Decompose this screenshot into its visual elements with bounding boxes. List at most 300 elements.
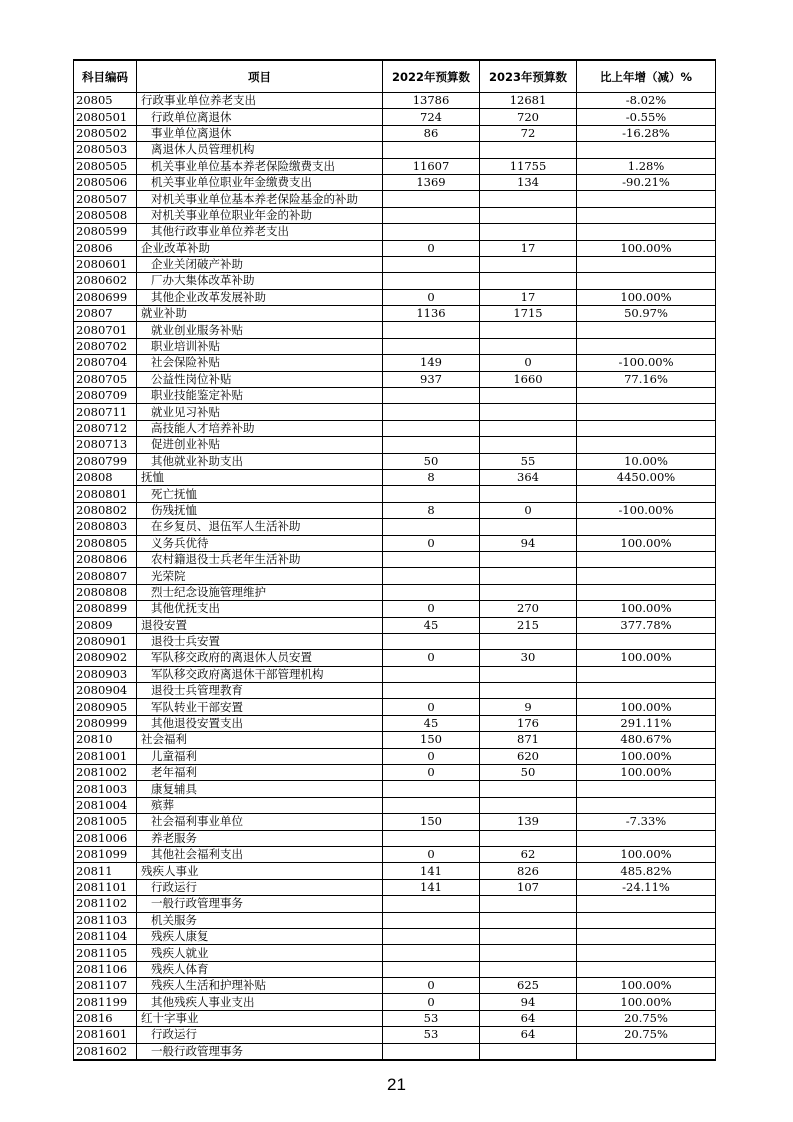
cell-budget-2022 xyxy=(383,945,480,961)
cell-item: 儿童福利 xyxy=(137,748,383,764)
cell-code: 2081005 xyxy=(74,814,137,830)
cell-budget-2022 xyxy=(383,338,480,354)
cell-budget-2022: 8 xyxy=(383,469,480,485)
cell-item: 企业关闭破产补助 xyxy=(137,256,383,272)
cell-change: 377.78% xyxy=(577,617,716,633)
cell-budget-2023 xyxy=(480,322,577,338)
cell-budget-2023: 871 xyxy=(480,732,577,748)
table-row xyxy=(74,158,716,174)
cell-budget-2023: 364 xyxy=(480,469,577,485)
cell-change xyxy=(577,584,716,600)
cell-budget-2023 xyxy=(480,256,577,272)
cell-code: 2080507 xyxy=(74,191,137,207)
cell-code: 20811 xyxy=(74,863,137,879)
cell-item: 退役士兵管理教育 xyxy=(137,683,383,699)
cell-change xyxy=(577,388,716,404)
cell-budget-2023: 625 xyxy=(480,978,577,994)
cell-budget-2023: 17 xyxy=(480,240,577,256)
table-row xyxy=(74,830,716,846)
cell-code: 2080701 xyxy=(74,322,137,338)
cell-item: 行政事业单位养老支出 xyxy=(137,93,383,109)
header-budget-2023: 2023年预算数 xyxy=(480,60,577,93)
cell-budget-2023: 11755 xyxy=(480,158,577,174)
table-row xyxy=(74,1027,716,1043)
cell-code: 2080601 xyxy=(74,256,137,272)
cell-change xyxy=(577,666,716,682)
cell-budget-2023 xyxy=(480,437,577,453)
cell-budget-2022: 0 xyxy=(383,535,480,551)
cell-budget-2022: 150 xyxy=(383,732,480,748)
cell-budget-2023: 12681 xyxy=(480,93,577,109)
cell-budget-2022 xyxy=(383,519,480,535)
table-row xyxy=(74,797,716,813)
cell-budget-2023 xyxy=(480,388,577,404)
cell-change: 100.00% xyxy=(577,699,716,715)
cell-change xyxy=(577,256,716,272)
cell-budget-2023: 720 xyxy=(480,109,577,125)
cell-budget-2022 xyxy=(383,781,480,797)
cell-budget-2022: 1369 xyxy=(383,174,480,190)
cell-budget-2023: 50 xyxy=(480,765,577,781)
cell-budget-2022: 45 xyxy=(383,715,480,731)
cell-item: 军队移交政府离退休干部管理机构 xyxy=(137,666,383,682)
table-row xyxy=(74,732,716,748)
cell-change: 480.67% xyxy=(577,732,716,748)
cell-code: 2080599 xyxy=(74,224,137,240)
cell-item: 其他退役安置支出 xyxy=(137,715,383,731)
table-row xyxy=(74,551,716,567)
cell-change xyxy=(577,322,716,338)
cell-budget-2023: 94 xyxy=(480,994,577,1010)
cell-budget-2023 xyxy=(480,945,577,961)
cell-item: 军队转业干部安置 xyxy=(137,699,383,715)
table-row xyxy=(74,650,716,666)
table-row xyxy=(74,125,716,141)
cell-code: 20808 xyxy=(74,469,137,485)
cell-item: 养老服务 xyxy=(137,830,383,846)
cell-item: 退役安置 xyxy=(137,617,383,633)
cell-budget-2023 xyxy=(480,961,577,977)
table-row xyxy=(74,945,716,961)
cell-item: 事业单位离退休 xyxy=(137,125,383,141)
cell-budget-2023 xyxy=(480,584,577,600)
cell-budget-2022: 0 xyxy=(383,978,480,994)
cell-item: 对机关事业单位职业年金的补助 xyxy=(137,207,383,223)
cell-item: 行政单位离退休 xyxy=(137,109,383,125)
table-row xyxy=(74,355,716,371)
cell-budget-2022 xyxy=(383,912,480,928)
cell-item: 军队移交政府的离退休人员安置 xyxy=(137,650,383,666)
cell-code: 2081003 xyxy=(74,781,137,797)
cell-code: 2080712 xyxy=(74,420,137,436)
table-row xyxy=(74,961,716,977)
cell-item: 行政运行 xyxy=(137,879,383,895)
table-row xyxy=(74,896,716,912)
cell-code: 2081101 xyxy=(74,879,137,895)
cell-item: 死亡抚恤 xyxy=(137,486,383,502)
cell-change: -24.11% xyxy=(577,879,716,895)
cell-budget-2023 xyxy=(480,519,577,535)
cell-code: 2081102 xyxy=(74,896,137,912)
cell-item: 企业改革补助 xyxy=(137,240,383,256)
cell-item: 其他企业改革发展补助 xyxy=(137,289,383,305)
cell-code: 20805 xyxy=(74,93,137,109)
table-row xyxy=(74,273,716,289)
cell-code: 2081001 xyxy=(74,748,137,764)
cell-code: 2080903 xyxy=(74,666,137,682)
table-row xyxy=(74,109,716,125)
cell-budget-2023: 215 xyxy=(480,617,577,633)
cell-budget-2023: 17 xyxy=(480,289,577,305)
table-row xyxy=(74,912,716,928)
cell-budget-2022 xyxy=(383,420,480,436)
cell-budget-2022: 50 xyxy=(383,453,480,469)
cell-code: 2081103 xyxy=(74,912,137,928)
cell-budget-2022: 0 xyxy=(383,748,480,764)
cell-change: -90.21% xyxy=(577,174,716,190)
cell-budget-2022 xyxy=(383,584,480,600)
cell-budget-2022 xyxy=(383,207,480,223)
cell-item: 抚恤 xyxy=(137,469,383,485)
table-row xyxy=(74,207,716,223)
cell-change: 100.00% xyxy=(577,978,716,994)
cell-change xyxy=(577,224,716,240)
table-row xyxy=(74,502,716,518)
table-row xyxy=(74,617,716,633)
cell-item: 农村籍退役士兵老年生活补助 xyxy=(137,551,383,567)
cell-change xyxy=(577,928,716,944)
cell-change xyxy=(577,683,716,699)
cell-budget-2022 xyxy=(383,322,480,338)
cell-change: -16.28% xyxy=(577,125,716,141)
cell-code: 2081099 xyxy=(74,846,137,862)
cell-change xyxy=(577,420,716,436)
cell-code: 2080702 xyxy=(74,338,137,354)
cell-item: 职业技能鉴定补贴 xyxy=(137,388,383,404)
cell-code: 2080801 xyxy=(74,486,137,502)
cell-item: 社会保险补贴 xyxy=(137,355,383,371)
table-row xyxy=(74,863,716,879)
cell-code: 20816 xyxy=(74,1010,137,1026)
cell-budget-2023 xyxy=(480,633,577,649)
table-row xyxy=(74,93,716,109)
cell-change xyxy=(577,338,716,354)
cell-item: 残疾人康复 xyxy=(137,928,383,944)
cell-code: 2080502 xyxy=(74,125,137,141)
cell-budget-2022: 0 xyxy=(383,650,480,666)
table-row xyxy=(74,601,716,617)
cell-budget-2023: 55 xyxy=(480,453,577,469)
cell-code: 2080807 xyxy=(74,568,137,584)
cell-budget-2023 xyxy=(480,781,577,797)
cell-item: 机关事业单位职业年金缴费支出 xyxy=(137,174,383,190)
cell-code: 2080699 xyxy=(74,289,137,305)
cell-budget-2022: 86 xyxy=(383,125,480,141)
cell-item: 义务兵优待 xyxy=(137,535,383,551)
cell-budget-2023 xyxy=(480,797,577,813)
cell-code: 2080505 xyxy=(74,158,137,174)
cell-item: 离退休人员管理机构 xyxy=(137,142,383,158)
cell-budget-2022: 150 xyxy=(383,814,480,830)
cell-change xyxy=(577,273,716,289)
cell-budget-2023 xyxy=(480,568,577,584)
budget-table-container xyxy=(73,59,715,1061)
cell-budget-2023: 134 xyxy=(480,174,577,190)
cell-budget-2022 xyxy=(383,486,480,502)
cell-change: 100.00% xyxy=(577,289,716,305)
cell-code: 2080899 xyxy=(74,601,137,617)
cell-item: 残疾人生活和护理补贴 xyxy=(137,978,383,994)
cell-code: 2080901 xyxy=(74,633,137,649)
cell-budget-2022 xyxy=(383,256,480,272)
table-row xyxy=(74,486,716,502)
cell-budget-2022: 149 xyxy=(383,355,480,371)
cell-change: 100.00% xyxy=(577,994,716,1010)
cell-budget-2023 xyxy=(480,1043,577,1060)
cell-item: 残疾人就业 xyxy=(137,945,383,961)
cell-code: 2080508 xyxy=(74,207,137,223)
cell-item: 一般行政管理事务 xyxy=(137,1043,383,1060)
table-row xyxy=(74,1043,716,1060)
cell-change: 100.00% xyxy=(577,240,716,256)
cell-change: -0.55% xyxy=(577,109,716,125)
cell-budget-2022: 8 xyxy=(383,502,480,518)
table-row xyxy=(74,191,716,207)
cell-code: 2081004 xyxy=(74,797,137,813)
header-row xyxy=(74,60,716,93)
cell-budget-2023 xyxy=(480,142,577,158)
cell-item: 公益性岗位补贴 xyxy=(137,371,383,387)
cell-code: 2080704 xyxy=(74,355,137,371)
cell-code: 2080503 xyxy=(74,142,137,158)
cell-change: 100.00% xyxy=(577,650,716,666)
cell-budget-2022 xyxy=(383,568,480,584)
cell-budget-2023: 826 xyxy=(480,863,577,879)
cell-budget-2022: 0 xyxy=(383,846,480,862)
cell-change: 291.11% xyxy=(577,715,716,731)
table-row xyxy=(74,584,716,600)
table-row xyxy=(74,699,716,715)
cell-budget-2023 xyxy=(480,191,577,207)
cell-code: 2080709 xyxy=(74,388,137,404)
table-row xyxy=(74,568,716,584)
cell-change xyxy=(577,404,716,420)
cell-budget-2023: 9 xyxy=(480,699,577,715)
cell-budget-2022 xyxy=(383,388,480,404)
cell-budget-2022 xyxy=(383,224,480,240)
table-row xyxy=(74,666,716,682)
cell-item: 在乡复员、退伍军人生活补助 xyxy=(137,519,383,535)
cell-budget-2022: 11607 xyxy=(383,158,480,174)
cell-budget-2023 xyxy=(480,207,577,223)
cell-budget-2023: 620 xyxy=(480,748,577,764)
cell-budget-2022 xyxy=(383,437,480,453)
cell-item: 退役士兵安置 xyxy=(137,633,383,649)
cell-budget-2023: 64 xyxy=(480,1027,577,1043)
header-item: 项目 xyxy=(137,60,383,93)
cell-code: 20809 xyxy=(74,617,137,633)
table-row xyxy=(74,715,716,731)
cell-item: 高技能人才培养补助 xyxy=(137,420,383,436)
cell-budget-2022 xyxy=(383,961,480,977)
table-row xyxy=(74,371,716,387)
cell-budget-2023 xyxy=(480,338,577,354)
cell-item: 光荣院 xyxy=(137,568,383,584)
cell-item: 其他优抚支出 xyxy=(137,601,383,617)
cell-budget-2023 xyxy=(480,830,577,846)
cell-budget-2022 xyxy=(383,797,480,813)
table-row xyxy=(74,420,716,436)
cell-item: 就业补助 xyxy=(137,306,383,322)
cell-item: 康复辅具 xyxy=(137,781,383,797)
cell-change xyxy=(577,437,716,453)
table-row xyxy=(74,683,716,699)
table-row xyxy=(74,437,716,453)
cell-budget-2023: 107 xyxy=(480,879,577,895)
table-row xyxy=(74,633,716,649)
cell-budget-2022: 53 xyxy=(383,1027,480,1043)
cell-change: 4450.00% xyxy=(577,469,716,485)
cell-change: 100.00% xyxy=(577,535,716,551)
cell-item: 红十字事业 xyxy=(137,1010,383,1026)
table-row xyxy=(74,404,716,420)
cell-item: 就业创业服务补贴 xyxy=(137,322,383,338)
cell-item: 机关事业单位基本养老保险缴费支出 xyxy=(137,158,383,174)
cell-code: 2080602 xyxy=(74,273,137,289)
cell-change: -7.33% xyxy=(577,814,716,830)
cell-budget-2022 xyxy=(383,551,480,567)
cell-code: 2080799 xyxy=(74,453,137,469)
cell-budget-2022 xyxy=(383,896,480,912)
header-budget-2022: 2022年预算数 xyxy=(383,60,480,93)
table-row xyxy=(74,978,716,994)
cell-change xyxy=(577,519,716,535)
cell-code: 2080806 xyxy=(74,551,137,567)
cell-budget-2022 xyxy=(383,633,480,649)
cell-code: 2080802 xyxy=(74,502,137,518)
cell-change xyxy=(577,207,716,223)
cell-code: 2081601 xyxy=(74,1027,137,1043)
cell-change: -100.00% xyxy=(577,355,716,371)
cell-budget-2023: 30 xyxy=(480,650,577,666)
cell-budget-2022: 1136 xyxy=(383,306,480,322)
cell-change xyxy=(577,633,716,649)
cell-code: 2080999 xyxy=(74,715,137,731)
cell-change xyxy=(577,945,716,961)
table-row xyxy=(74,338,716,354)
cell-budget-2023 xyxy=(480,683,577,699)
cell-item: 机关服务 xyxy=(137,912,383,928)
cell-budget-2023 xyxy=(480,273,577,289)
cell-budget-2022 xyxy=(383,273,480,289)
cell-code: 20807 xyxy=(74,306,137,322)
cell-change: 20.75% xyxy=(577,1010,716,1026)
cell-code: 2080808 xyxy=(74,584,137,600)
cell-budget-2023: 0 xyxy=(480,502,577,518)
table-row xyxy=(74,240,716,256)
cell-budget-2022 xyxy=(383,830,480,846)
cell-code: 2080803 xyxy=(74,519,137,535)
cell-code: 2080711 xyxy=(74,404,137,420)
cell-budget-2022 xyxy=(383,142,480,158)
table-row xyxy=(74,256,716,272)
cell-budget-2023 xyxy=(480,486,577,502)
cell-item: 其他就业补助支出 xyxy=(137,453,383,469)
cell-code: 2081602 xyxy=(74,1043,137,1060)
cell-code: 2080501 xyxy=(74,109,137,125)
cell-budget-2023 xyxy=(480,420,577,436)
cell-change: 100.00% xyxy=(577,765,716,781)
cell-code: 2080905 xyxy=(74,699,137,715)
header-change: 比上年增（减）% xyxy=(577,60,716,93)
cell-budget-2023 xyxy=(480,928,577,944)
cell-code: 2081199 xyxy=(74,994,137,1010)
cell-item: 社会福利 xyxy=(137,732,383,748)
cell-budget-2023: 62 xyxy=(480,846,577,862)
table-row xyxy=(74,765,716,781)
cell-budget-2022: 0 xyxy=(383,994,480,1010)
cell-change: 100.00% xyxy=(577,846,716,862)
cell-item: 社会福利事业单位 xyxy=(137,814,383,830)
cell-code: 2080713 xyxy=(74,437,137,453)
cell-item: 其他行政事业单位养老支出 xyxy=(137,224,383,240)
cell-budget-2022: 13786 xyxy=(383,93,480,109)
cell-budget-2022: 937 xyxy=(383,371,480,387)
cell-item: 伤残抚恤 xyxy=(137,502,383,518)
cell-budget-2023: 94 xyxy=(480,535,577,551)
cell-change: 100.00% xyxy=(577,748,716,764)
cell-change: -8.02% xyxy=(577,93,716,109)
table-row xyxy=(74,748,716,764)
cell-change xyxy=(577,191,716,207)
table-row xyxy=(74,289,716,305)
cell-change xyxy=(577,961,716,977)
cell-budget-2023: 176 xyxy=(480,715,577,731)
table-header xyxy=(74,60,716,93)
cell-item: 老年福利 xyxy=(137,765,383,781)
cell-code: 2081104 xyxy=(74,928,137,944)
cell-change xyxy=(577,830,716,846)
cell-change xyxy=(577,1043,716,1060)
table-row xyxy=(74,388,716,404)
cell-change: 10.00% xyxy=(577,453,716,469)
cell-item: 其他社会福利支出 xyxy=(137,846,383,862)
cell-budget-2023 xyxy=(480,666,577,682)
cell-item: 就业见习补贴 xyxy=(137,404,383,420)
cell-budget-2023 xyxy=(480,224,577,240)
cell-budget-2023: 64 xyxy=(480,1010,577,1026)
cell-change xyxy=(577,568,716,584)
table-row xyxy=(74,994,716,1010)
cell-change xyxy=(577,781,716,797)
budget-table xyxy=(73,59,716,1061)
table-row xyxy=(74,781,716,797)
cell-change xyxy=(577,896,716,912)
table-row xyxy=(74,519,716,535)
cell-code: 2081106 xyxy=(74,961,137,977)
cell-budget-2022 xyxy=(383,404,480,420)
cell-budget-2023: 72 xyxy=(480,125,577,141)
cell-budget-2023: 1715 xyxy=(480,306,577,322)
cell-item: 残疾人事业 xyxy=(137,863,383,879)
cell-budget-2023: 139 xyxy=(480,814,577,830)
cell-budget-2023 xyxy=(480,912,577,928)
header-code: 科目编码 xyxy=(74,60,137,93)
cell-item: 职业培训补贴 xyxy=(137,338,383,354)
cell-budget-2022: 141 xyxy=(383,863,480,879)
cell-budget-2023: 270 xyxy=(480,601,577,617)
page-number: 21 xyxy=(387,1075,406,1094)
